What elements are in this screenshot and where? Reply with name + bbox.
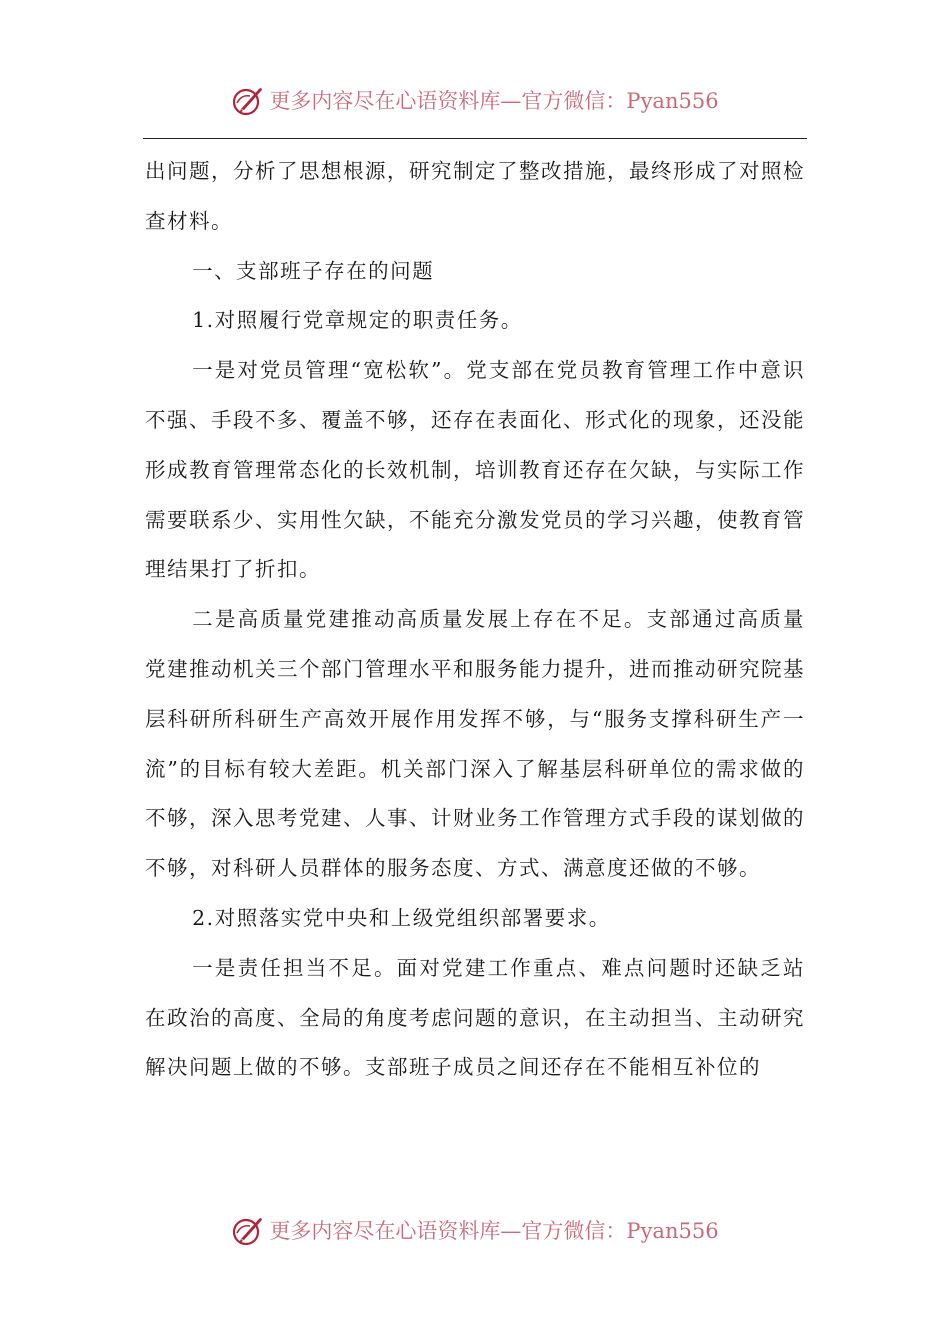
quill-pen-circle-icon (231, 83, 265, 117)
quill-pen-circle-icon (231, 1213, 265, 1247)
paragraph-continuation: 出问题，分析了思想根源，研究制定了整改措施，最终形成了对照检查材料。 (145, 159, 805, 233)
watermark-text: 更多内容尽在心语资料库—官方微信：Pyan556 (269, 89, 719, 113)
subsection-heading-2: 2.对照落实党中央和上级党组织部署要求。 (192, 905, 611, 930)
subsection-heading-1: 1.对照履行党章规定的职责任务。 (192, 308, 523, 333)
paragraph: 一是责任担当不足。面对党建工作重点、难点问题时还缺乏站在政治的高度、全局的角度考虑问题的意识，在主动担当、主动研究解决问题上做的不够。支部班子成员之间还存在不能相互补位的 (145, 955, 805, 1080)
header-divider (143, 138, 807, 139)
footer-watermark (0, 1210, 950, 1250)
watermark-text: 更多内容尽在心语资料库—官方微信：Pyan556 (269, 1219, 719, 1243)
section-heading: 一、支部班子存在的问题 (192, 258, 435, 283)
paragraph: 二是高质量党建推动高质量发展上存在不足。支部通过高质量党建推动机关三个部门管理水平和服务能力提升，进而推动研究院基层科研所科研生产高效开展作用发挥不够，与“服务支撑科研生产一流”的目标有较大差距。机关部门深入了解基层科研单位的需求做的不够，深入思考党建、人事、计财业务工作管理方式手段的谋划做的不够，对科研人员群体的服务态度、方式、满意度还做的不够。 (145, 607, 805, 881)
paragraph: 一是对党员管理“宽松软”。党支部在党员教育管理工作中意识不强、手段不多、覆盖不够，还存在表面化、形式化的现象，还没能形成教育管理常态化的长效机制，培训教育还存在欠缺，与实际工作需要联系少、实用性欠缺，不能充分激发党员的学习兴趣，使教育管理结果打了折扣。 (145, 358, 805, 582)
document-body (145, 147, 805, 1093)
header-watermark (0, 80, 950, 120)
